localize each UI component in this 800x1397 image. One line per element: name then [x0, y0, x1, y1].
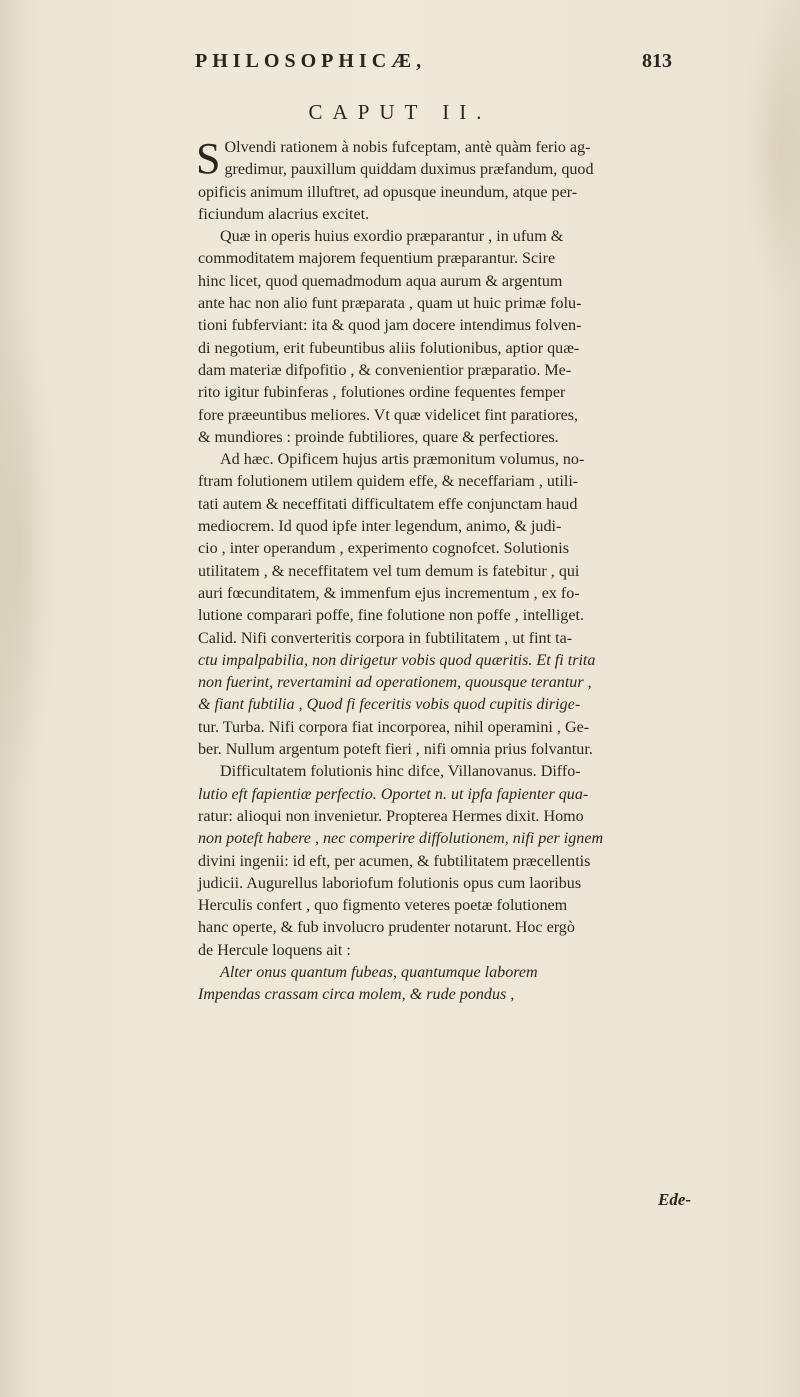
- text-line: tati autem & neceffitati difficultatem effe conjunctam haud: [198, 495, 578, 513]
- paper-stain: [0, 300, 60, 800]
- text-line: & fiant fubtilia , Quod fi feceritis vobis quod cupitis dirige-: [198, 696, 581, 714]
- text-line: rito igitur fubinferas , folutiones ordine fequentes femper: [198, 384, 566, 402]
- text-line: judicii. Augurellus laboriofum folutionis opus cum laoribus: [198, 874, 582, 892]
- catchword: Ede-: [658, 1190, 692, 1209]
- text-line: Herculis confert , quo figmento veteres poetæ folutionem: [198, 897, 568, 915]
- text-line: de Hercule loquens ait :: [198, 941, 351, 959]
- text-line: & mundiores : proinde fubtiliores, quare & perfectiores.: [198, 428, 559, 446]
- text-line: commoditatem majorem fequentium præparantur. Scire: [198, 250, 556, 268]
- text-line: tur. Turba. Nifi corpora fiat incorporea, nihil operamini , Ge-: [198, 718, 590, 736]
- text-line: Impendas crassam circa molem, & rude pondus ,: [198, 986, 515, 1004]
- text-line: auri fœcunditatem, & immenfum ejus incrementum , ex fo-: [198, 584, 580, 602]
- text-line: Ad hæc. Opificem hujus artis præmonitum volumus, no-: [220, 451, 585, 469]
- text-line: ftram folutionem utilem quidem effe, & neceffariam , utili-: [198, 473, 579, 491]
- text-line: non fuerint, revertamini ad operationem, quousque terantur ,: [198, 674, 592, 692]
- text-line: opificis animum illuftret, ad opusque ineundum, atque per-: [198, 183, 578, 201]
- text-line: Alter onus quantum fubeas, quantumque laborem: [220, 963, 538, 981]
- running-head: PHILOSOPHICÆ,: [195, 50, 427, 72]
- text-line: fore præeuntibus meliores. Vt quæ videlicet fint paratiores,: [198, 406, 579, 424]
- text-line: utilitatem , & neceffitatem vel tum demum is fatebitur , qui: [198, 562, 580, 580]
- page-number: 813: [642, 50, 672, 72]
- text-line: ctu impalpabilia, non dirigetur vobis quod quæritis. Et fi trita: [198, 651, 596, 669]
- text-line: di negotium, erit fubeuntibus aliis folutionibus, aptior quæ-: [198, 339, 580, 357]
- body-text: [196, 134, 710, 1007]
- text-line: ficiundum alacrius excitet.: [198, 205, 370, 223]
- text-line: divini ingenii: id eft, per acumen, & fubtilitatem præcellentis: [198, 852, 591, 870]
- text-line: tioni fubferviant: ita & quod jam docere intendimus folven-: [198, 317, 582, 335]
- text-line: hanc operte, & fub involucro prudenter notarunt. Hoc ergò: [198, 919, 575, 937]
- text-line: ber. Nullum argentum poteft fieri , nifi omnia prius folvantur.: [198, 741, 593, 759]
- text-line: cio , inter operandum , experimento cognofcet. Solutionis: [198, 540, 569, 558]
- text-line: lutio eft fapientiæ perfectio. Oportet n. ut ipfa fapienter qua-: [198, 785, 589, 803]
- text-line: Difficultatem folutionis hinc difce, Villanovanus. Diffo-: [220, 763, 581, 781]
- text-line: hinc licet, quod quemadmodum aqua aurum & argentum: [198, 272, 563, 290]
- text-line: non poteft habere , nec comperire diffolutionem, nifi per ignem: [198, 830, 604, 848]
- text-line: lutione comparari poffe, fine folutione non poffe , intelliget.: [198, 607, 584, 625]
- chapter-heading: CAPUT II.: [308, 100, 492, 124]
- text-line: Quæ in operis huius exordio præparantur , in ufum &: [220, 228, 564, 246]
- drop-cap: S: [196, 134, 221, 183]
- text-line: S Olvendi rationem à nobis fufceptam, antè quàm ferio ag-: [196, 134, 591, 183]
- text-line: dam materiæ difpofitio , & convenientior præparatio. Me-: [198, 361, 572, 379]
- text-line: ante hac non alio funt præparata , quam ut huic primæ folu-: [198, 295, 582, 313]
- text-line: gredimur, pauxillum quiddam duximus præfandum, quod: [224, 161, 594, 179]
- page-header: [0, 44, 800, 84]
- text-line: Calid. Nifi converteritis corpora in fubtilitatem , ut fint ta-: [198, 629, 573, 647]
- text-line: ratur: alioqui non invenietur. Propterea Hermes dixit. Homo: [198, 807, 584, 825]
- text-line: mediocrem. Id quod ipfe inter legendum, animo, & judi-: [198, 518, 562, 536]
